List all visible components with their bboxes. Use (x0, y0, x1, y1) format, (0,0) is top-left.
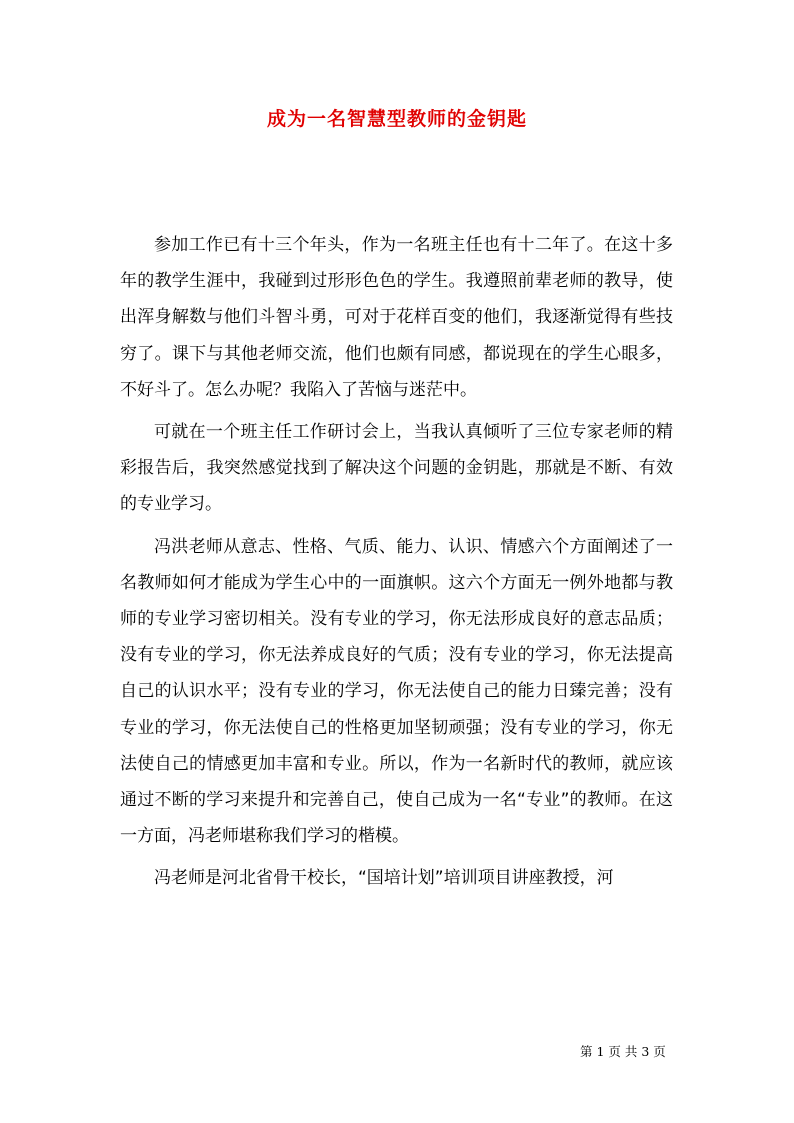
document-body (120, 227, 673, 903)
document-title: 成为一名智慧型教师的金钥匙 (266, 108, 527, 130)
paragraph: 参加工作已有十三个年头，作为一名班主任也有十二年了。在这十多年的教学生涯中，我碰到过形形色色的学生。我遵照前辈老师的教导，使出浑身解数与他们斗智斗勇，可对于花样百变的他们，我逐渐觉得有些技穷了。课下与其他老师交流，他们也颇有同感，都说现在的学生心眼多，不好斗了。怎么办呢？我陷入了苦恼与迷茫中。 (120, 235, 673, 400)
paragraph: 冯老师是河北省骨干校长，“国培计划”培训项目讲座教授，河 (154, 868, 614, 889)
page-number-footer: 第 1 页 共 3 页 (580, 1044, 666, 1059)
paragraph: 冯洪老师从意志、性格、气质、能力、认识、情感六个方面阐述了一名教师如何才能成为学生心中的一面旗帜。这六个方面无一例外地都与教师的专业学习密切相关。没有专业的学习，你无法形成良好的意志品质；没有专业的学习，你无法养成良好的气质；没有专业的学习，你无法提高自己的认识水平；没有专业的学习，你无法使自己的能力日臻完善；没有专业的学习，你无法使自己的性格更加坚韧顽强；没有专业的学习，你无法使自己的情感更加丰富和专业。所以，作为一名新时代的教师，就应该通过不断的学习来提升和完善自己，使自己成为一名“专业”的教师。在这一方面，冯老师堪称我们学习的楷模。 (120, 536, 673, 847)
paragraph: 可就在一个班主任工作研讨会上，当我认真倾听了三位专家老师的精彩报告后，我突然感觉找到了解决这个问题的金钥匙，那就是不断、有效的专业学习。 (120, 422, 673, 515)
